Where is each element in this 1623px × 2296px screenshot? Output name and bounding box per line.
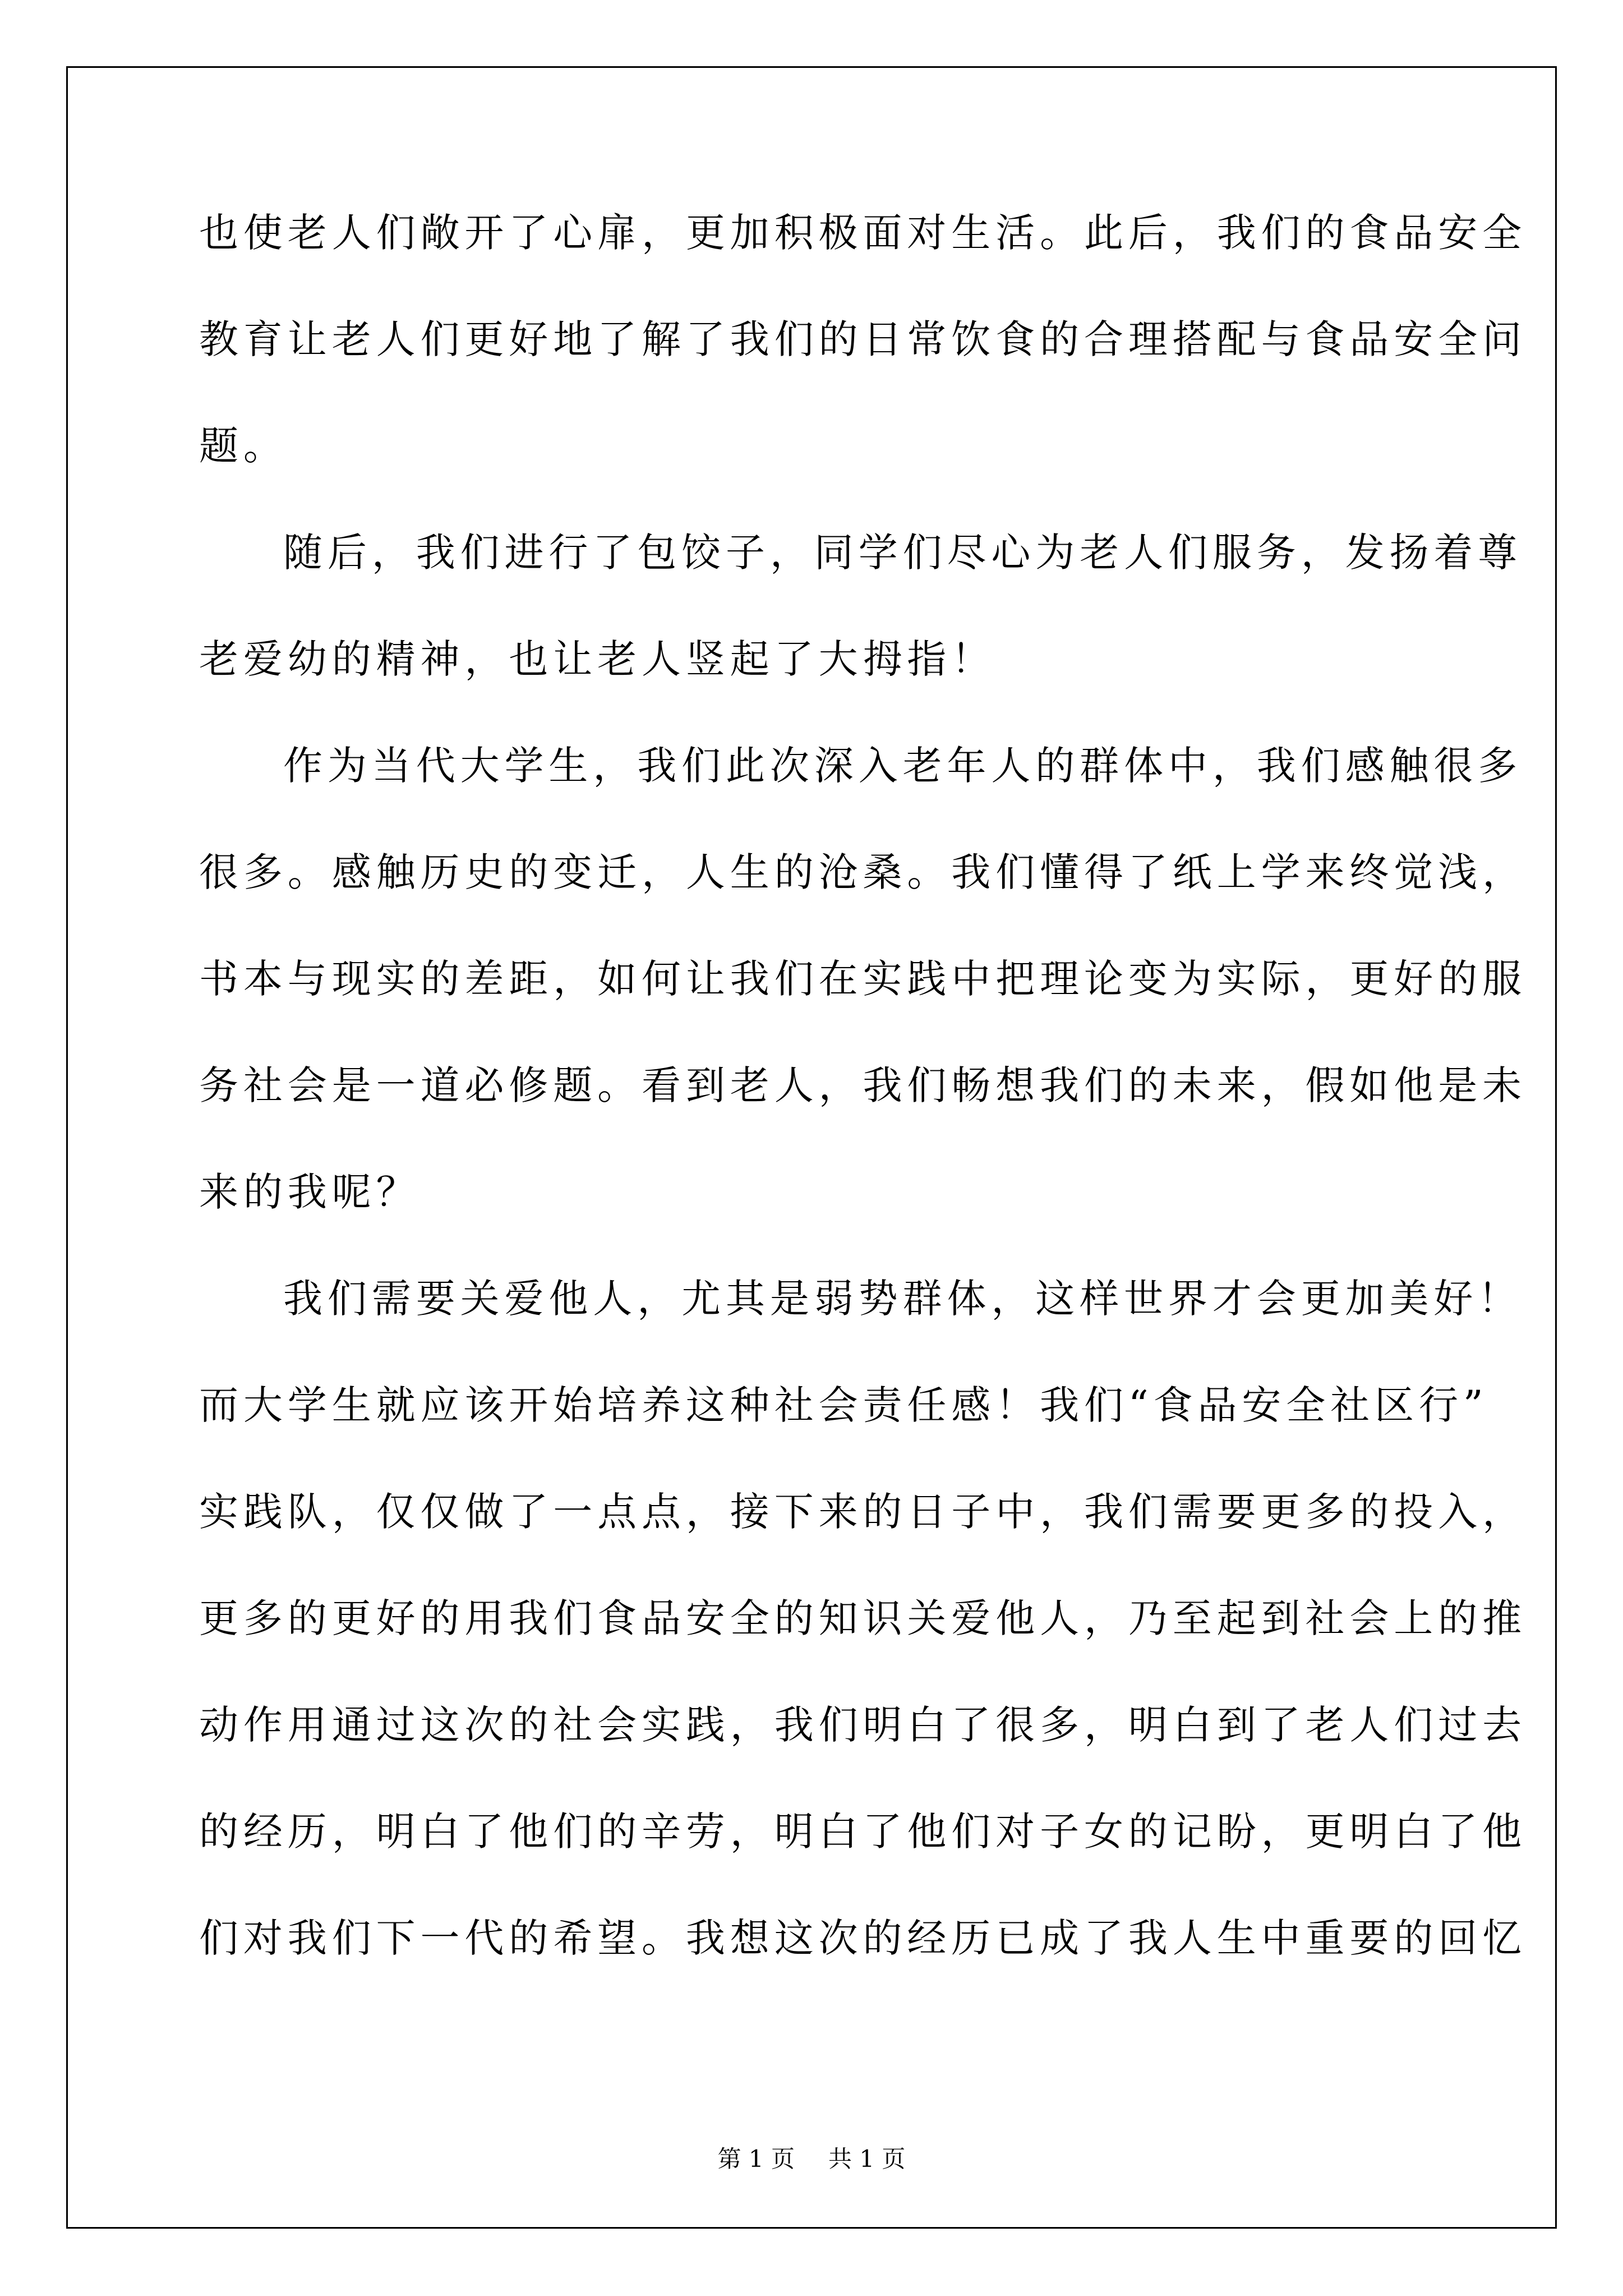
paragraph-first-line: 作为当代大学生，我们此次深入老年人的群体中，我们感触很多 (283, 743, 1523, 789)
text-line: 实践队，仅仅做了一点点，接下来的日子中，我们需要更多的投入， (199, 1489, 1527, 1535)
text-line: 来的我呢？ (199, 1169, 421, 1215)
text-line: 也使老人们敞开了心扉，更加积极面对生活。此后，我们的食品安全 (199, 210, 1527, 256)
page-number: 第 1 页 (717, 2145, 795, 2173)
page-footer (0, 2146, 1623, 2173)
text-line: 很多。感触历史的变迁，人生的沧桑。我们懂得了纸上学来终觉浅， (199, 849, 1527, 895)
text-line: 们对我们下一代的希望。我想这次的经历已成了我人生中重要的回忆 (199, 1915, 1527, 1961)
page-total: 共 1 页 (828, 2145, 906, 2173)
text-line: 教育让老人们更好地了解了我们的日常饮食的合理搭配与食品安全问 (199, 316, 1527, 362)
paragraph-first-line: 随后，我们进行了包饺子，同学们尽心为老人们服务，发扬着尊 (283, 530, 1523, 576)
text-line: 而大学生就应该开始培养这种社会责任感！我们“食品安全社区行” (199, 1382, 1488, 1428)
text-line: 老爱幼的精神，也让老人竖起了大拇指！ (199, 636, 996, 682)
text-line: 书本与现实的差距，如何让我们在实践中把理论变为实际，更好的服 (199, 956, 1527, 1002)
text-line: 的经历，明白了他们的辛劳，明白了他们对子女的记盼，更明白了他 (199, 1809, 1527, 1855)
document-body (199, 210, 1527, 2025)
text-line: 务社会是一道必修题。看到老人，我们畅想我们的未来，假如他是未 (199, 1062, 1527, 1108)
paragraph-first-line: 我们需要关爱他人，尤其是弱势群体，这样世界才会更加美好！ (283, 1276, 1523, 1322)
text-line: 更多的更好的用我们食品安全的知识关爱他人，乃至起到社会上的推 (199, 1595, 1527, 1641)
text-line: 题。 (199, 423, 288, 469)
text-line: 动作用通过这次的社会实践，我们明白了很多，明白到了老人们过去 (199, 1702, 1527, 1748)
